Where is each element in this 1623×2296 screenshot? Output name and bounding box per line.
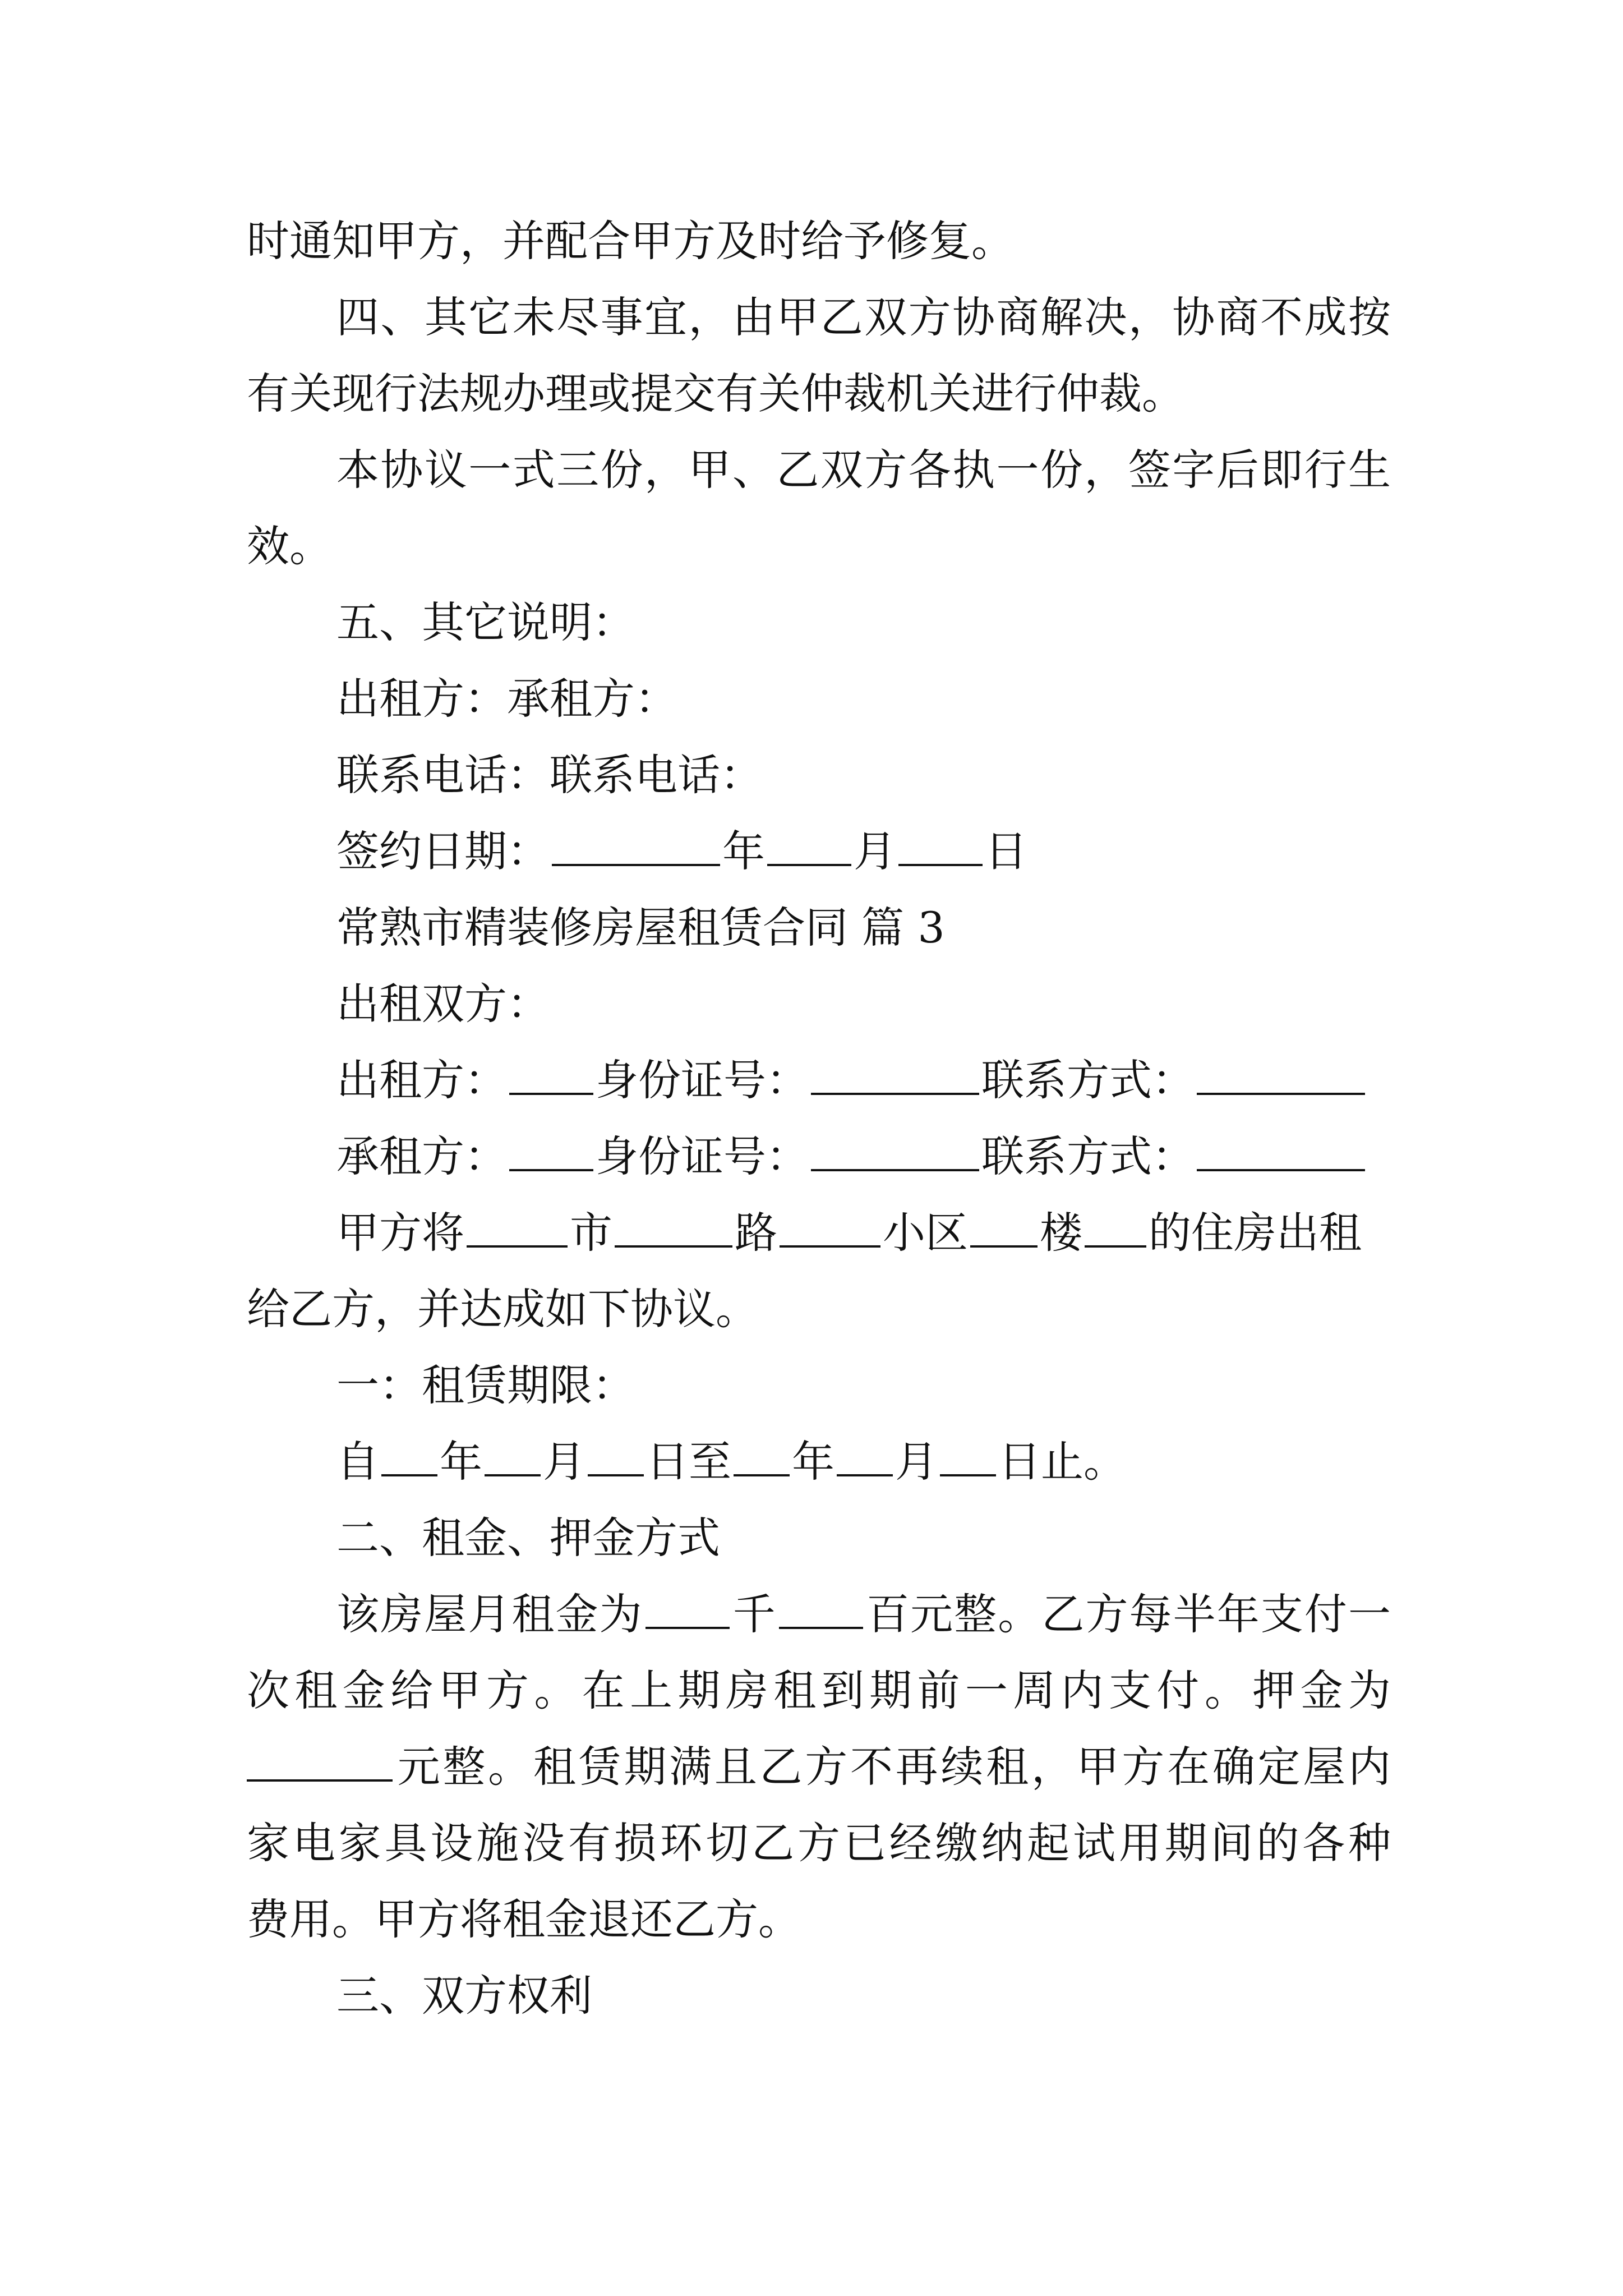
rent-line — [247, 1729, 1391, 1805]
contact-blank — [1197, 1133, 1365, 1171]
address-text: 路 — [735, 1208, 777, 1258]
id-blank — [811, 1133, 979, 1171]
term-text: 月 — [543, 1437, 585, 1487]
lessee-name-blank — [509, 1133, 593, 1171]
id-label: 身份证号： — [596, 1131, 809, 1181]
paragraph-line: 家电家具设施没有损环切乙方已经缴纳起试用期间的各种 — [247, 1818, 1391, 1868]
address-line — [247, 1195, 1391, 1271]
contact-label: 联系方式： — [981, 1055, 1195, 1105]
day-label: 日 — [985, 826, 1027, 876]
paragraph-line: 时通知甲方，并配合甲方及时给予修复。 — [247, 216, 1014, 266]
paragraph-line: 给乙方，并达成如下协议。 — [247, 1284, 758, 1334]
road-blank — [615, 1209, 732, 1248]
city-blank — [467, 1209, 568, 1248]
end-year-blank — [734, 1438, 790, 1476]
community-blank — [780, 1209, 880, 1248]
paragraph-line: 二、租金、押金方式 — [336, 1513, 720, 1563]
rent-text: 该房屋月租金为 — [336, 1589, 643, 1639]
end-day-blank — [940, 1438, 996, 1476]
paragraph-line: 有关现行法规办理或提交有关仲裁机关进行仲裁。 — [247, 369, 1184, 418]
start-day-blank — [588, 1438, 644, 1476]
section-number: 篇 3 — [861, 903, 945, 953]
rent-text: 元整。租赁期满且乙方不再续租，甲方在确定屋内 — [395, 1742, 1391, 1792]
month-blank — [767, 828, 851, 866]
start-month-blank — [485, 1438, 541, 1476]
paragraph-line: 联系电话：联系电话： — [336, 750, 763, 800]
unit-blank — [1085, 1209, 1146, 1248]
lessor-label: 出租方： — [336, 1055, 507, 1105]
paragraph-line: 一：租赁期限： — [336, 1360, 635, 1410]
term-line — [247, 1424, 1391, 1500]
id-label: 身份证号： — [596, 1055, 809, 1105]
address-text: 楼 — [1040, 1208, 1082, 1258]
lessee-label: 承租方： — [336, 1131, 507, 1181]
term-text: 月 — [895, 1437, 938, 1487]
thousand-blank — [645, 1591, 730, 1629]
paragraph-line: 费用。甲方将租金退还乙方。 — [247, 1894, 801, 1944]
paragraph-line: 出租双方： — [336, 979, 550, 1029]
sign-date-line — [247, 813, 1391, 890]
contact-blank — [1197, 1057, 1365, 1095]
paragraph-line: 出租方：承租方： — [336, 674, 677, 724]
year-label: 年 — [722, 826, 765, 876]
day-blank — [898, 828, 983, 866]
end-month-blank — [837, 1438, 893, 1476]
deposit-blank — [247, 1743, 393, 1782]
address-text: 甲方将 — [336, 1208, 464, 1258]
paragraph-line: 次租金给甲方。在上期房租到期前一周内支付。押金为 — [247, 1665, 1391, 1715]
paragraph-line: 五、其它说明： — [336, 597, 635, 647]
lessor-row — [247, 1042, 1391, 1119]
id-blank — [811, 1057, 979, 1095]
hundred-blank — [779, 1591, 863, 1629]
month-label: 月 — [854, 826, 896, 876]
contact-label: 联系方式： — [981, 1131, 1195, 1181]
address-text: 的住房出租 — [1149, 1208, 1362, 1258]
term-text: 自 — [336, 1437, 379, 1487]
term-text: 年 — [440, 1437, 482, 1487]
term-text: 年 — [792, 1437, 834, 1487]
sign-date-label: 签约日期： — [336, 826, 550, 876]
lessee-row — [247, 1119, 1391, 1195]
rent-text: 千 — [731, 1589, 777, 1639]
document-body — [247, 203, 1391, 2034]
section-title — [247, 890, 1391, 966]
start-year-blank — [381, 1438, 437, 1476]
paragraph-line: 四、其它未尽事宜，由甲乙双方协商解决，协商不成按 — [336, 292, 1391, 342]
building-blank — [970, 1209, 1038, 1248]
section-title-text: 常熟市精装修房屋租赁合同 — [336, 903, 848, 953]
lessor-name-blank — [509, 1057, 593, 1095]
term-text: 日止。 — [998, 1437, 1126, 1487]
address-text: 小区 — [883, 1208, 968, 1258]
paragraph-line: 本协议一式三份，甲、乙双方各执一份，签字后即行生 — [336, 445, 1391, 495]
address-text: 市 — [570, 1208, 612, 1258]
term-text: 日至 — [646, 1437, 731, 1487]
paragraph-line: 效。 — [247, 521, 332, 571]
rent-text: 百元整。乙方每半年支付一 — [865, 1589, 1391, 1639]
rent-line — [247, 1576, 1391, 1653]
paragraph-line: 三、双方权利 — [336, 1971, 592, 2021]
year-blank — [552, 828, 720, 866]
